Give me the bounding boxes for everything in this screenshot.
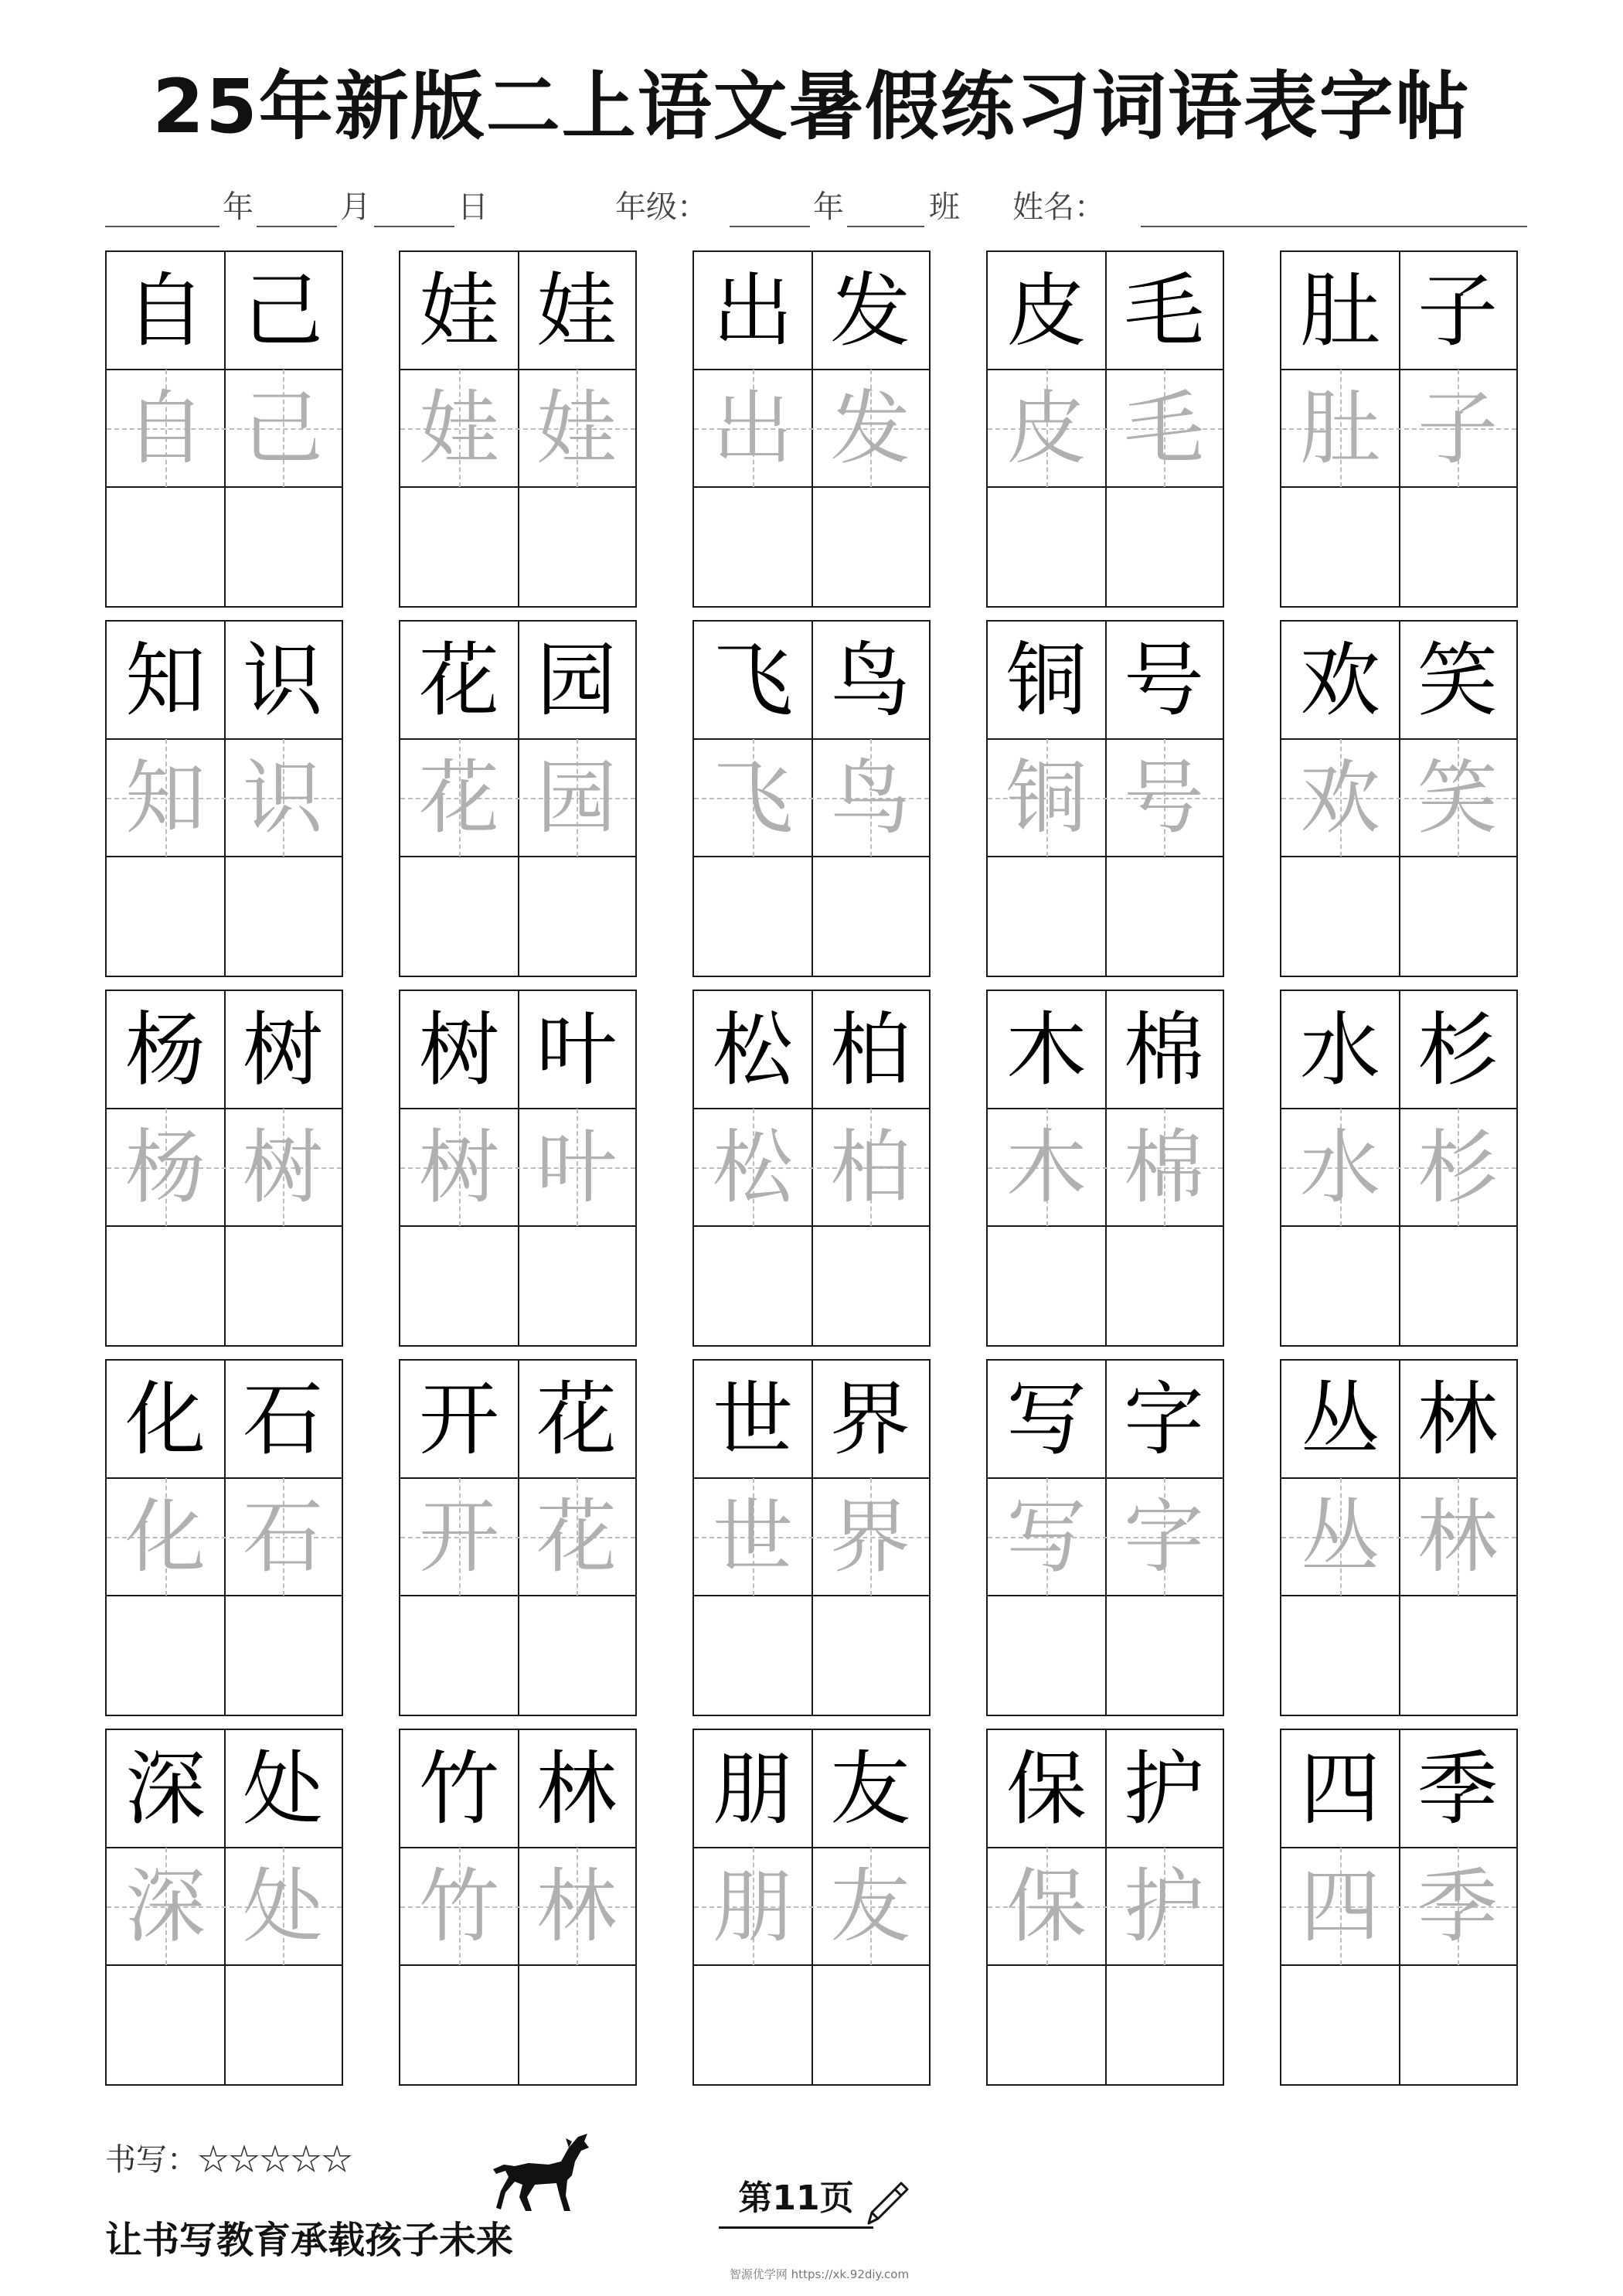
- trace-character: 松: [712, 1120, 793, 1214]
- writing-cell[interactable]: [224, 487, 342, 605]
- writing-cell[interactable]: [694, 857, 812, 974]
- model-character: 林: [536, 1742, 617, 1836]
- word-box: [692, 990, 931, 1347]
- trace-character: 林: [1417, 1490, 1498, 1584]
- model-character: 松: [712, 1003, 793, 1097]
- trace-character: 四: [1299, 1859, 1380, 1954]
- trace-character: 朋: [712, 1859, 793, 1954]
- trace-character: 竹: [418, 1859, 499, 1954]
- writing-cell[interactable]: [694, 487, 812, 605]
- model-character: 林: [1417, 1372, 1498, 1467]
- model-character: 识: [242, 633, 323, 727]
- writing-cell[interactable]: [812, 1226, 929, 1344]
- word-box: [105, 1359, 343, 1716]
- writing-cell[interactable]: [812, 1596, 929, 1713]
- trace-character: 季: [1417, 1859, 1498, 1954]
- trace-character: 花: [536, 1490, 617, 1584]
- word-box: [986, 1359, 1224, 1716]
- writing-cell[interactable]: [988, 1596, 1105, 1713]
- writing-cell[interactable]: [812, 857, 929, 974]
- writing-cell[interactable]: [107, 1226, 224, 1344]
- name-label: 姓名：: [1012, 189, 1105, 225]
- trace-character: 皮: [1005, 381, 1087, 475]
- writing-cell[interactable]: [107, 1596, 224, 1713]
- word-box: [105, 990, 343, 1347]
- writing-cell[interactable]: [224, 1596, 342, 1713]
- word-box: [105, 250, 343, 608]
- model-character: 园: [536, 633, 617, 727]
- class-blank[interactable]: [847, 226, 924, 227]
- trace-character: 杉: [1417, 1120, 1498, 1214]
- word-box: [1280, 620, 1518, 977]
- model-character: 欢: [1299, 633, 1380, 727]
- trace-character: 保: [1005, 1859, 1087, 1954]
- trace-character: 己: [242, 381, 323, 475]
- model-character: 友: [829, 1742, 910, 1836]
- writing-cell[interactable]: [988, 1965, 1105, 2083]
- word-box: [399, 250, 637, 608]
- word-box: [692, 250, 931, 608]
- rating: [105, 2137, 352, 2183]
- trace-character: 识: [242, 751, 323, 845]
- model-character: 深: [124, 1742, 206, 1836]
- word-box: [692, 1729, 931, 2086]
- day-label: 日: [458, 189, 488, 225]
- writing-cell[interactable]: [1281, 857, 1399, 974]
- model-character: 季: [1417, 1742, 1498, 1836]
- model-character: 界: [829, 1372, 910, 1467]
- month-label: 月: [340, 189, 371, 225]
- writing-cell[interactable]: [1281, 1965, 1399, 2083]
- word-box: [105, 1729, 343, 2086]
- slogan: 让书写教育承载孩子未来: [105, 2219, 514, 2262]
- trace-character: 林: [536, 1859, 617, 1954]
- trace-character: 号: [1123, 751, 1204, 845]
- writing-cell[interactable]: [812, 1965, 929, 2083]
- model-character: 肚: [1299, 264, 1380, 358]
- model-character: 朋: [712, 1742, 793, 1836]
- page-number-underline: [719, 2226, 873, 2229]
- model-character: 柏: [829, 1003, 910, 1097]
- word-box: [1280, 1359, 1518, 1716]
- word-box: [986, 620, 1224, 977]
- writing-cell[interactable]: [812, 487, 929, 605]
- writing-cell[interactable]: [518, 857, 635, 974]
- class-label: 班: [929, 189, 960, 225]
- model-character: 写: [1005, 1372, 1087, 1467]
- trace-character: 深: [124, 1859, 206, 1954]
- writing-cell[interactable]: [107, 487, 224, 605]
- trace-character: 化: [124, 1490, 206, 1584]
- model-character: 知: [124, 633, 206, 727]
- page-number: 第11页: [738, 2178, 854, 2218]
- model-character: 护: [1123, 1742, 1204, 1836]
- writing-cell[interactable]: [694, 1596, 812, 1713]
- trace-character: 树: [418, 1120, 499, 1214]
- model-character: 保: [1005, 1742, 1087, 1836]
- word-box: [1280, 1729, 1518, 2086]
- grade-label: 年级：: [615, 189, 708, 225]
- writing-cell[interactable]: [400, 1226, 518, 1344]
- model-character: 己: [242, 264, 323, 358]
- word-box: [105, 620, 343, 977]
- model-character: 杉: [1417, 1003, 1498, 1097]
- trace-character: 娃: [418, 381, 499, 475]
- model-character: 铜: [1005, 633, 1087, 727]
- trace-character: 丛: [1299, 1490, 1380, 1584]
- trace-character: 棉: [1123, 1120, 1204, 1214]
- model-character: 自: [124, 264, 206, 358]
- model-character: 鸟: [829, 633, 910, 727]
- trace-character: 肚: [1299, 381, 1380, 475]
- trace-character: 自: [124, 381, 206, 475]
- pen-icon: [864, 2180, 910, 2226]
- writing-cell[interactable]: [1281, 1226, 1399, 1344]
- writing-cell[interactable]: [1105, 857, 1223, 974]
- word-box: [1280, 990, 1518, 1347]
- trace-character: 飞: [712, 751, 793, 845]
- trace-character: 写: [1005, 1490, 1087, 1584]
- model-character: 开: [418, 1372, 499, 1467]
- model-character: 皮: [1005, 264, 1087, 358]
- trace-character: 树: [242, 1120, 323, 1214]
- trace-character: 花: [418, 751, 499, 845]
- trace-character: 石: [242, 1490, 323, 1584]
- writing-cell[interactable]: [988, 487, 1105, 605]
- trace-character: 叶: [536, 1120, 617, 1214]
- trace-character: 世: [712, 1490, 793, 1584]
- writing-cell[interactable]: [988, 1226, 1105, 1344]
- writing-cell[interactable]: [1105, 1596, 1223, 1713]
- writing-cell[interactable]: [400, 1965, 518, 2083]
- writing-cell[interactable]: [1399, 1965, 1516, 2083]
- trace-character: 欢: [1299, 751, 1380, 845]
- model-character: 化: [124, 1372, 206, 1467]
- model-character: 丛: [1299, 1372, 1380, 1467]
- trace-character: 护: [1123, 1859, 1204, 1954]
- word-box: [692, 620, 931, 977]
- model-character: 娃: [418, 264, 499, 358]
- trace-character: 出: [712, 381, 793, 475]
- model-character: 叶: [536, 1003, 617, 1097]
- trace-character: 毛: [1123, 381, 1204, 475]
- trace-character: 木: [1005, 1120, 1087, 1214]
- word-box: [986, 1729, 1224, 2086]
- model-character: 花: [418, 633, 499, 727]
- model-character: 子: [1417, 264, 1498, 358]
- writing-cell[interactable]: [1399, 1226, 1516, 1344]
- trace-character: 发: [829, 381, 910, 475]
- model-character: 号: [1123, 633, 1204, 727]
- writing-cell[interactable]: [518, 1965, 635, 2083]
- model-character: 杨: [124, 1003, 206, 1097]
- writing-cell[interactable]: [1281, 1596, 1399, 1713]
- model-character: 树: [418, 1003, 499, 1097]
- rating-label: 书写：: [105, 2142, 198, 2178]
- model-character: 竹: [418, 1742, 499, 1836]
- word-box: [986, 990, 1224, 1347]
- writing-cell[interactable]: [694, 1226, 812, 1344]
- trace-character: 界: [829, 1490, 910, 1584]
- writing-cell[interactable]: [400, 857, 518, 974]
- writing-cell[interactable]: [1399, 1596, 1516, 1713]
- model-character: 树: [242, 1003, 323, 1097]
- writing-cell[interactable]: [400, 487, 518, 605]
- writing-cell[interactable]: [1281, 487, 1399, 605]
- writing-cell[interactable]: [400, 1596, 518, 1713]
- model-character: 木: [1005, 1003, 1087, 1097]
- writing-cell[interactable]: [988, 857, 1105, 974]
- trace-character: 铜: [1005, 751, 1087, 845]
- trace-character: 柏: [829, 1120, 910, 1214]
- trace-character: 杨: [124, 1120, 206, 1214]
- writing-cell[interactable]: [1105, 1965, 1223, 2083]
- page-title: 25年新版二上语文暑假练习词语表字帖: [152, 63, 1471, 150]
- grade-blank[interactable]: [730, 226, 810, 227]
- writing-cell[interactable]: [1399, 857, 1516, 974]
- year-blank[interactable]: [105, 226, 219, 227]
- writing-cell[interactable]: [518, 1226, 635, 1344]
- model-character: 飞: [712, 633, 793, 727]
- model-character: 石: [242, 1372, 323, 1467]
- trace-character: 子: [1417, 381, 1498, 475]
- trace-character: 字: [1123, 1490, 1204, 1584]
- writing-cell[interactable]: [1105, 487, 1223, 605]
- trace-character: 水: [1299, 1120, 1380, 1214]
- writing-cell[interactable]: [224, 857, 342, 974]
- trace-character: 笑: [1417, 751, 1498, 845]
- word-box: [399, 1359, 637, 1716]
- trace-character: 园: [536, 751, 617, 845]
- model-character: 笑: [1417, 633, 1498, 727]
- month-blank[interactable]: [257, 226, 337, 227]
- trace-character: 知: [124, 751, 206, 845]
- grade-year-label: 年: [813, 189, 844, 225]
- model-character: 出: [712, 264, 793, 358]
- horse-icon: [492, 2131, 592, 2216]
- writing-cell[interactable]: [518, 487, 635, 605]
- writing-cell[interactable]: [107, 857, 224, 974]
- model-character: 字: [1123, 1372, 1204, 1467]
- model-character: 发: [829, 264, 910, 358]
- word-box: [986, 250, 1224, 608]
- model-character: 毛: [1123, 264, 1204, 358]
- model-character: 世: [712, 1372, 793, 1467]
- model-character: 处: [242, 1742, 323, 1836]
- watermark: 智源优学网 https://xk.92diy.com: [729, 2267, 910, 2281]
- trace-character: 开: [418, 1490, 499, 1584]
- trace-character: 娃: [536, 381, 617, 475]
- writing-cell[interactable]: [224, 1226, 342, 1344]
- info-row: [105, 186, 1527, 232]
- model-character: 水: [1299, 1003, 1380, 1097]
- model-character: 花: [536, 1372, 617, 1467]
- trace-character: 鸟: [829, 751, 910, 845]
- day-blank[interactable]: [374, 226, 454, 227]
- rating-stars[interactable]: ☆☆☆☆☆: [198, 2142, 352, 2178]
- model-character: 娃: [536, 264, 617, 358]
- word-box: [399, 620, 637, 977]
- writing-cell[interactable]: [224, 1965, 342, 2083]
- model-character: 四: [1299, 1742, 1380, 1836]
- writing-cell[interactable]: [694, 1965, 812, 2083]
- name-blank[interactable]: [1141, 226, 1527, 227]
- year-label: 年: [223, 189, 253, 225]
- writing-cell[interactable]: [1399, 487, 1516, 605]
- word-box: [399, 1729, 637, 2086]
- word-box: [399, 990, 637, 1347]
- word-box: [692, 1359, 931, 1716]
- model-character: 棉: [1123, 1003, 1204, 1097]
- writing-cell[interactable]: [107, 1965, 224, 2083]
- writing-cell[interactable]: [518, 1596, 635, 1713]
- word-box: [1280, 250, 1518, 608]
- trace-character: 友: [829, 1859, 910, 1954]
- trace-character: 处: [242, 1859, 323, 1954]
- writing-cell[interactable]: [1105, 1226, 1223, 1344]
